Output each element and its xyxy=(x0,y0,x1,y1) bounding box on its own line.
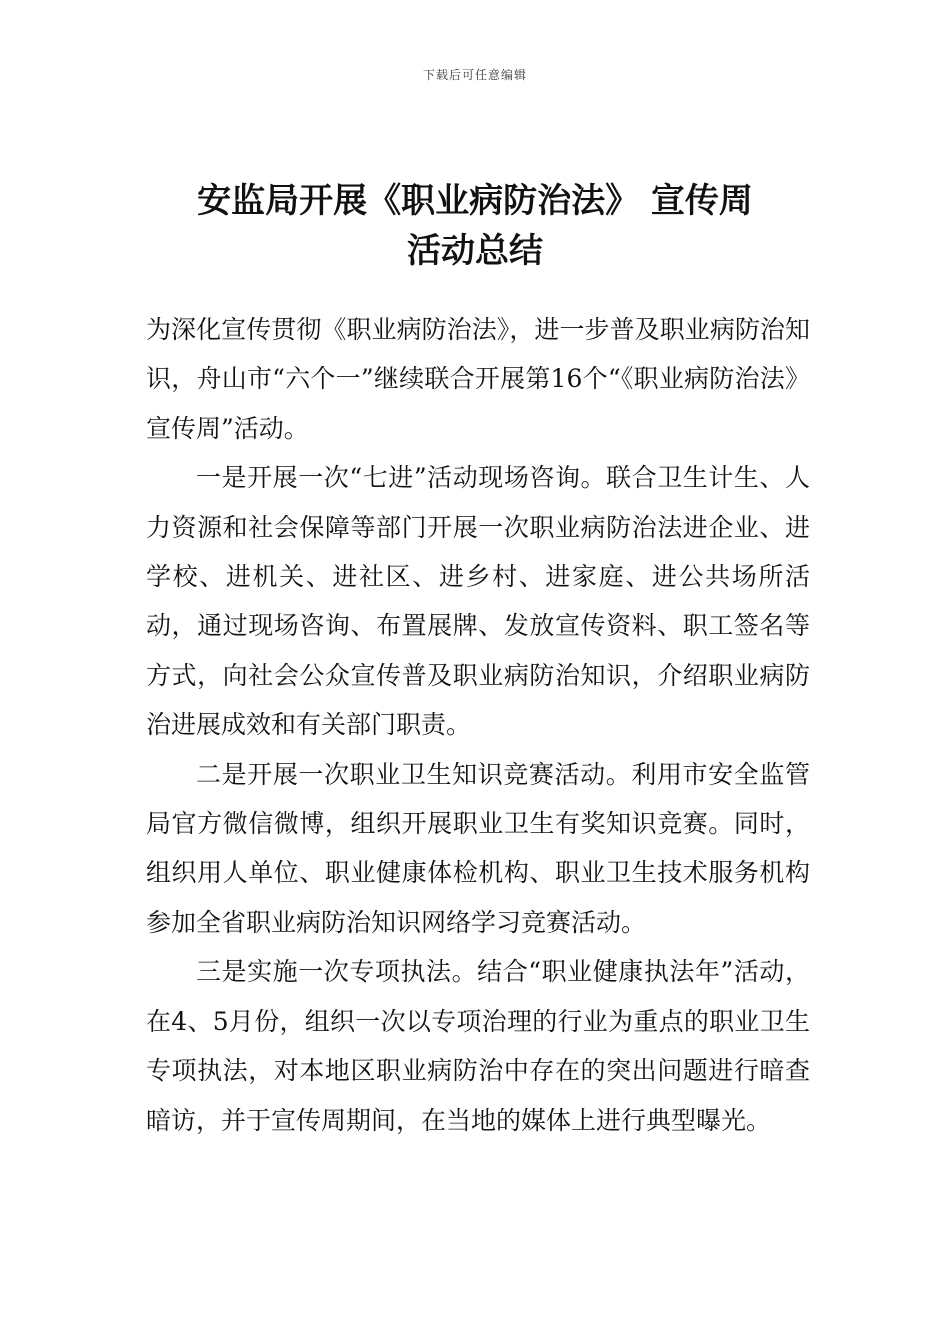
paragraph-item-1: 一是开展一次“七进”活动现场咨询。联合卫生计生、人力资源和社会保障等部门开展一次职业病防治法进企业、进学校、进机关、进社区、进乡村、进家庭、进公共场所活动，通过现场咨询、布置展牌、发放宣传资料、职工签名等方式，向社会公众宣传普及职业病防治知识，介绍职业病防治进展成效和有关部门职责。 xyxy=(146,463,810,740)
paragraph-item-3: 三是实施一次专项执法。结合“职业健康执法年”活动，在4、5月份，组织一次以专项治理的行业为重点的职业卫生专项执法，对本地区职业病防治中存在的突出问题进行暗查暗访，并于宣传周期间，在当地的媒体上进行典型曝光。 xyxy=(146,957,810,1135)
document-title xyxy=(100,176,850,276)
title-line-1: 安监局开展《职业病防治法》 宣传周 xyxy=(197,181,753,221)
paragraph-item-2: 二是开展一次职业卫生知识竞赛活动。利用市安全监管局官方微信微博，组织开展职业卫生有奖知识竞赛。同时，组织用人单位、职业健康体检机构、职业卫生技术服务机构参加全省职业病防治知识网络学习竞赛活动。 xyxy=(146,759,810,937)
paragraph-intro: 为深化宣传贯彻《职业病防治法》，进一步普及职业病防治知识，舟山市“六个一”继续联合开展第16个“《职业病防治法》宣传周”活动。 xyxy=(146,315,810,443)
header-note: 下载后可任意编辑 xyxy=(422,68,527,82)
title-line-2: 活动总结 xyxy=(407,231,543,271)
document-body xyxy=(146,305,810,1145)
